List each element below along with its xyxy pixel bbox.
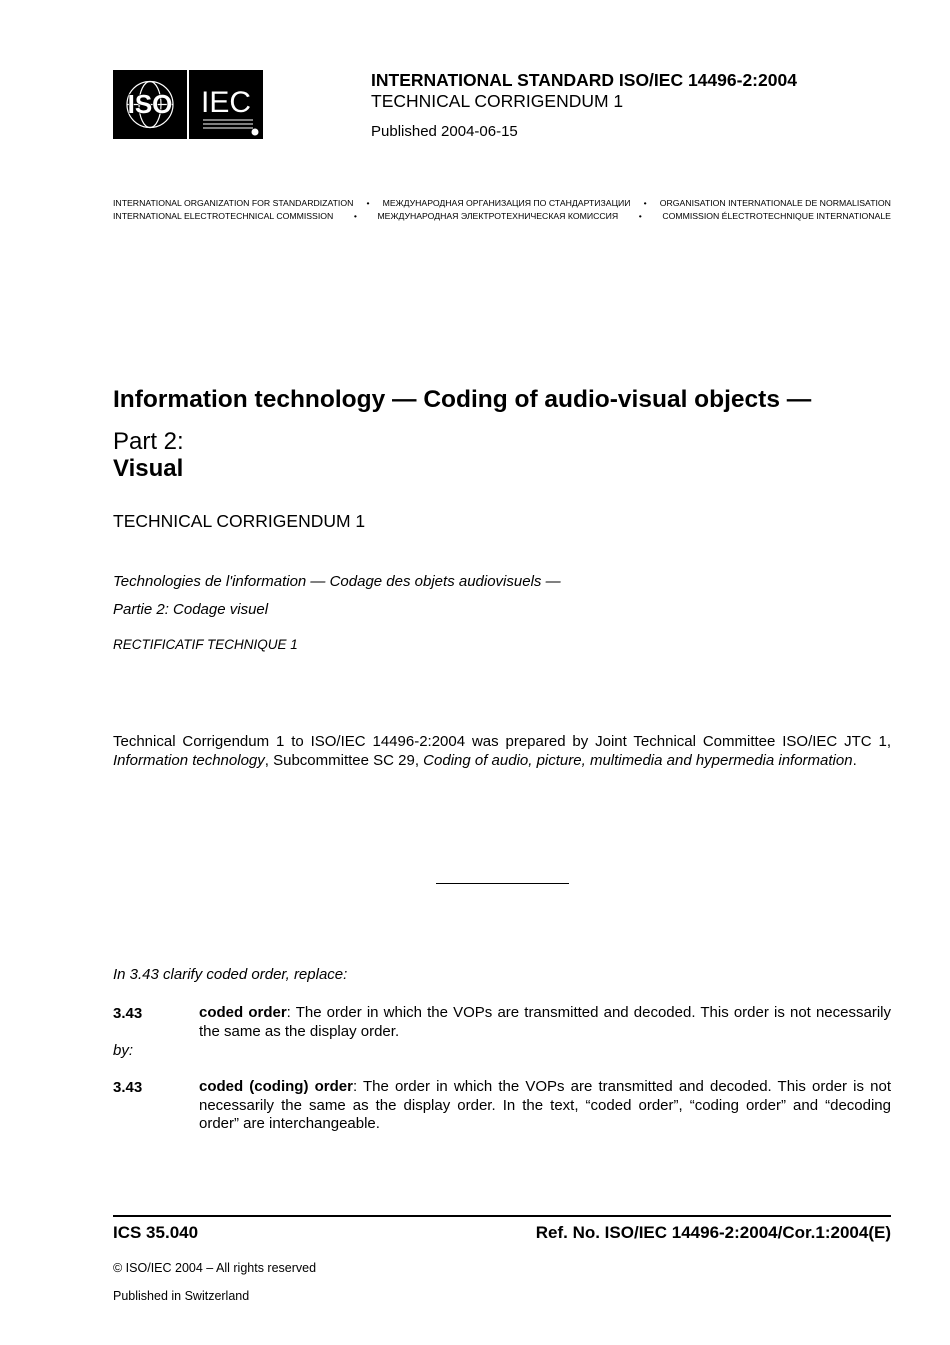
published-in: Published in Switzerland <box>113 1289 250 1303</box>
clause-number: 3.43 <box>113 1079 143 1096</box>
clause-definition-original <box>199 1004 891 1041</box>
ics-code: ICS 35.040 <box>113 1223 199 1242</box>
corrigendum-label: TECHNICAL CORRIGENDUM 1 <box>113 511 366 531</box>
french-part: Partie 2: Codage visuel <box>113 601 269 618</box>
footer-rule <box>113 1215 891 1217</box>
organization-line-2 <box>113 211 891 221</box>
by-label: by: <box>113 1042 134 1059</box>
french-title: Technologies de l'information — Codage des objets audiovisuels — <box>113 573 561 590</box>
org-name: COMMISSION ÉLECTROTECHNIQUE INTERNATIONALE <box>662 211 891 221</box>
prep-text: , Subcommittee SC 29, <box>264 751 424 769</box>
clause-term: coded (coding) order <box>199 1078 353 1095</box>
standard-title: INTERNATIONAL STANDARD ISO/IEC 14496-2:2004 <box>371 70 797 90</box>
org-name: ORGANISATION INTERNATIONALE DE NORMALISATION <box>659 198 891 208</box>
prep-subcommittee-title: Coding of audio, picture, multimedia and hypermedia information <box>423 751 853 769</box>
prep-text: Technical Corrigendum 1 to ISO/IEC 14496-2:2004 was prepared by Joint Technical Committee ISO/IEC JTC 1, <box>113 733 891 750</box>
org-name: МЕЖДУНАРОДНАЯ ЭЛЕКТРОТЕХНИЧЕСКАЯ КОМИССИЯ <box>377 211 619 221</box>
part-name: Visual <box>113 455 184 482</box>
prep-committee-title: Information technology <box>113 751 265 769</box>
reference-number: Ref. No. ISO/IEC 14496-2:2004/Cor.1:2004(E) <box>535 1223 891 1242</box>
clause-number: 3.43 <box>113 1005 143 1022</box>
part-label: Part 2: <box>113 428 184 455</box>
prep-text: . <box>852 751 857 769</box>
separator-bullet: • <box>638 211 642 221</box>
iec-dot <box>252 129 259 136</box>
iec-logo-text: IEC <box>200 86 252 119</box>
amendment-instruction: In 3.43 clarify coded order, replace: <box>113 966 348 983</box>
clause-text: : The order in which the VOPs are transmitted and decoded. This order is not necessarily the same as the display order. In the text, “coded order”, “coding order” and “decoding order” are interchangeable. <box>199 1078 891 1132</box>
organization-line-1 <box>113 198 891 208</box>
french-rectificatif: RECTIFICATIF TECHNIQUE 1 <box>113 637 298 652</box>
separator-bullet: • <box>366 198 370 208</box>
separator-bullet: • <box>353 211 357 221</box>
org-name: INTERNATIONAL ORGANIZATION FOR STANDARDIZATION <box>113 198 354 208</box>
org-name: МЕЖДУНАРОДНАЯ ОРГАНИЗАЦИЯ ПО СТАНДАРТИЗАЦИИ <box>382 198 631 208</box>
clause-text: : The order in which the VOPs are transmitted and decoded. This order is not necessarily the same as the display order. <box>199 1004 891 1040</box>
separator-line <box>436 883 569 884</box>
iso-logo-text: ISO <box>127 89 173 119</box>
copyright-notice: © ISO/IEC 2004 – All rights reserved <box>113 1261 317 1275</box>
iso-iec-logo <box>113 70 263 139</box>
standard-subtitle: TECHNICAL CORRIGENDUM 1 <box>371 91 624 111</box>
clause-definition-replacement <box>199 1078 891 1134</box>
publication-date: Published 2004-06-15 <box>371 123 518 140</box>
separator-bullet: • <box>643 198 647 208</box>
clause-term: coded order <box>199 1004 287 1021</box>
org-name: INTERNATIONAL ELECTROTECHNICAL COMMISSION <box>113 211 334 221</box>
document-main-title: Information technology — Coding of audio-visual objects — <box>113 386 812 413</box>
preparation-paragraph <box>113 733 891 770</box>
